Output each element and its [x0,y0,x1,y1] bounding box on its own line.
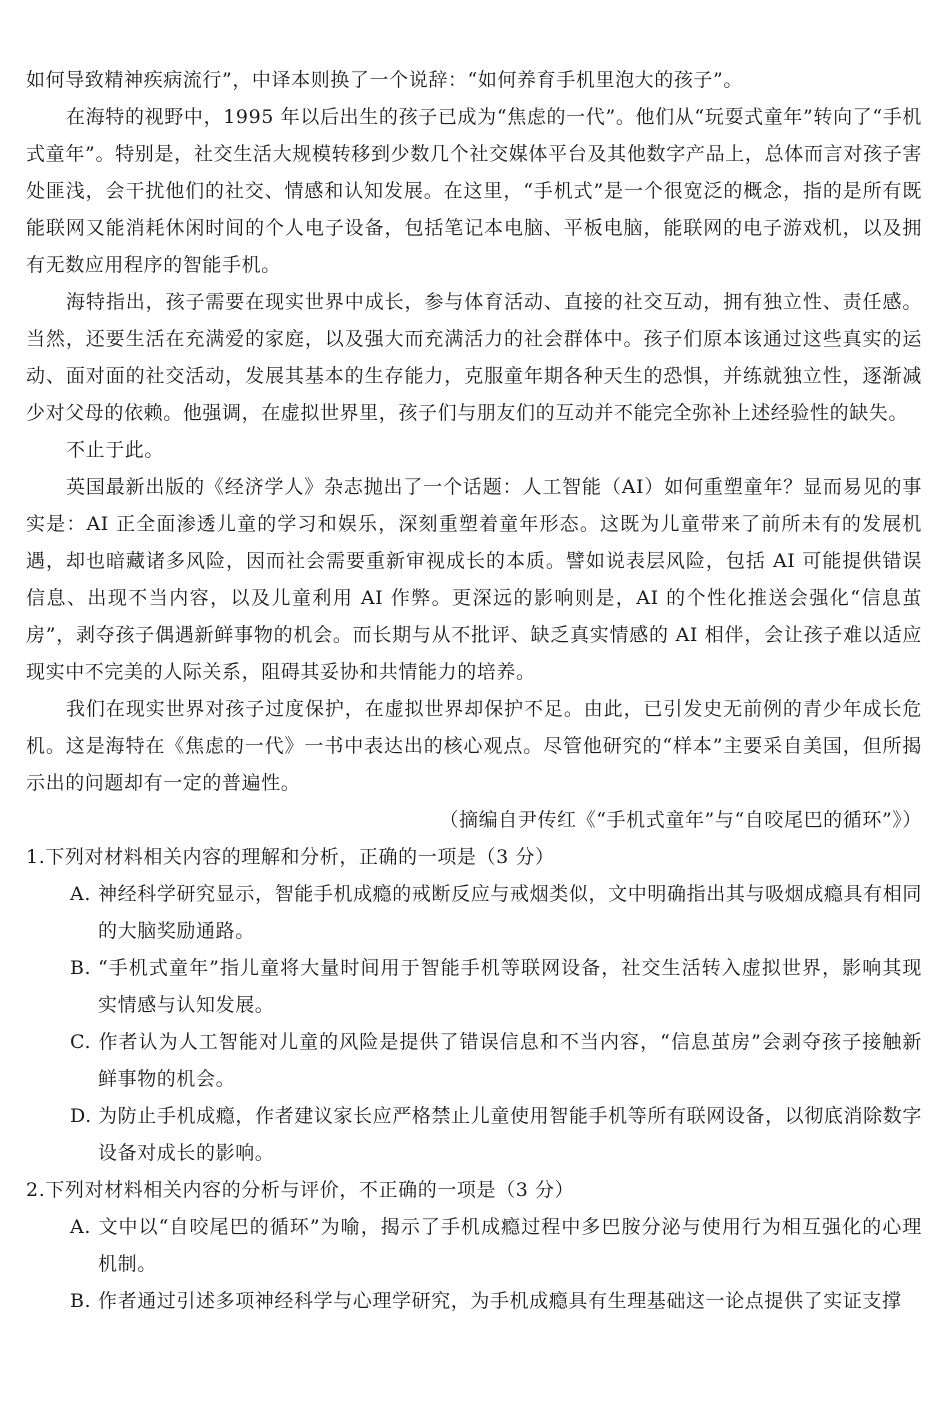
paragraph-real-world-growth: 海特指出，孩子需要在现实世界中成长，参与体育活动、直接的社交互动，拥有独立性、责任感。当然，还要生活在充满爱的家庭，以及强大而充满活力的社会群体中。孩子们原本该通过这些真实的运动、面对面的社交活动，发展其基本的生存能力，克服童年期各种天生的恐惧，并练就独立性，逐渐减少对父母的依赖。他强调，在虚拟世界里，孩子们与朋友们的互动并不能完全弥补上述经验性的缺失。 [26,291,922,424]
option-text: 文中以“自咬尾巴的循环”为喻，揭示了手机成瘾过程中多巴胺分泌与使用行为相互强化的心理机制。 [98,1216,922,1275]
paragraph-ai-childhood: 英国最新出版的《经济学人》杂志抛出了一个话题：人工智能（AI）如何重塑童年？显而易见的事实是：AI 正全面渗透儿童的学习和娱乐，深刻重塑着童年形态。这既为儿童带来了前所未有的发展机遇，却也暗藏诸多风险，因而社会需要重新审视成长的本质。譬如说表层风险，包括 AI 可能提供错误信息、出现不当内容，以及儿童利用 AI 作弊。更深远的影响则是，AI 的个性化推送会强化“信息茧房”，剥夺孩子偶遇新鲜事物的机会。而长期与从不批评、缺乏真实情感的 AI 相伴，会让孩子难以适应现实中不完美的人际关系，阻碍其妥协和共情能力的培养。 [26,476,922,683]
option-letter: A. [70,1216,91,1238]
source-citation: （摘编自尹传红《“手机式童年”与“自咬尾巴的循环”》） [439,809,922,831]
question-1 [26,839,922,1172]
option-text: “手机式童年”指儿童将大量时间用于智能手机等联网设备，社交生活转入虚拟世界，影响其现实情感与认知发展。 [98,957,922,1016]
option-b [26,1283,922,1339]
question-stem: 2.下列对材料相关内容的分析与评价，不正确的一项是（3 分） [26,1179,575,1201]
paragraph-core-view: 我们在现实世界对孩子过度保护，在虚拟世界却保护不足。由此，已引发史无前例的青少年成长危机。这是海特在《焦虑的一代》一书中表达出的核心观点。尽管他研究的“样本”主要采自美国，但所揭示出的问题却有一定的普遍性。 [26,698,922,794]
option-a [26,1209,922,1283]
paragraph-continued: 如何导致精神疾病流行”，中译本则换了一个说辞：“如何养育手机里泡大的孩子”。 [26,69,743,91]
question-2 [26,1172,922,1339]
option-text: 作者认为人工智能对儿童的风险是提供了错误信息和不当内容，“信息茧房”会剥夺孩子接触新鲜事物的机会。 [98,1031,922,1090]
option-b [26,950,922,1024]
question-stem: 1.下列对材料相关内容的理解和分析，正确的一项是（3 分） [26,846,555,868]
option-c [26,1024,922,1098]
paragraph-not-only: 不止于此。 [66,439,165,461]
option-a [26,876,922,950]
option-letter: D. [70,1105,92,1127]
paragraph-anxious-generation: 在海特的视野中，1995 年以后出生的孩子已成为“焦虑的一代”。他们从“玩耍式童年”转向了“手机式童年”。特别是，社交生活大规模转移到少数几个社交媒体平台及其他数字产品上，总体而言对孩子害处匪浅，会干扰他们的社交、情感和认知发展。在这里，“手机式”是一个很宽泛的概念，指的是所有既能联网又能消耗休闲时间的个人电子设备，包括笔记本电脑、平板电脑，能联网的电子游戏机，以及拥有无数应用程序的智能手机。 [26,106,922,276]
option-letter: C. [70,1031,92,1053]
option-letter: B. [70,957,92,979]
option-text: 作者通过引述多项神经科学与心理学研究，为手机成瘾具有生理基础这一论点提供了实证支撑 [98,1290,902,1312]
option-text: 神经科学研究显示，智能手机成瘾的戒断反应与戒烟类似，文中明确指出其与吸烟成瘾具有相同的大脑奖励通路。 [98,883,922,942]
option-text: 为防止手机成瘾，作者建议家长应严格禁止儿童使用智能手机等所有联网设备，以彻底消除数字设备对成长的影响。 [98,1105,922,1164]
option-d [26,1098,922,1172]
option-letter: B. [70,1290,92,1312]
option-letter: A. [70,883,91,905]
